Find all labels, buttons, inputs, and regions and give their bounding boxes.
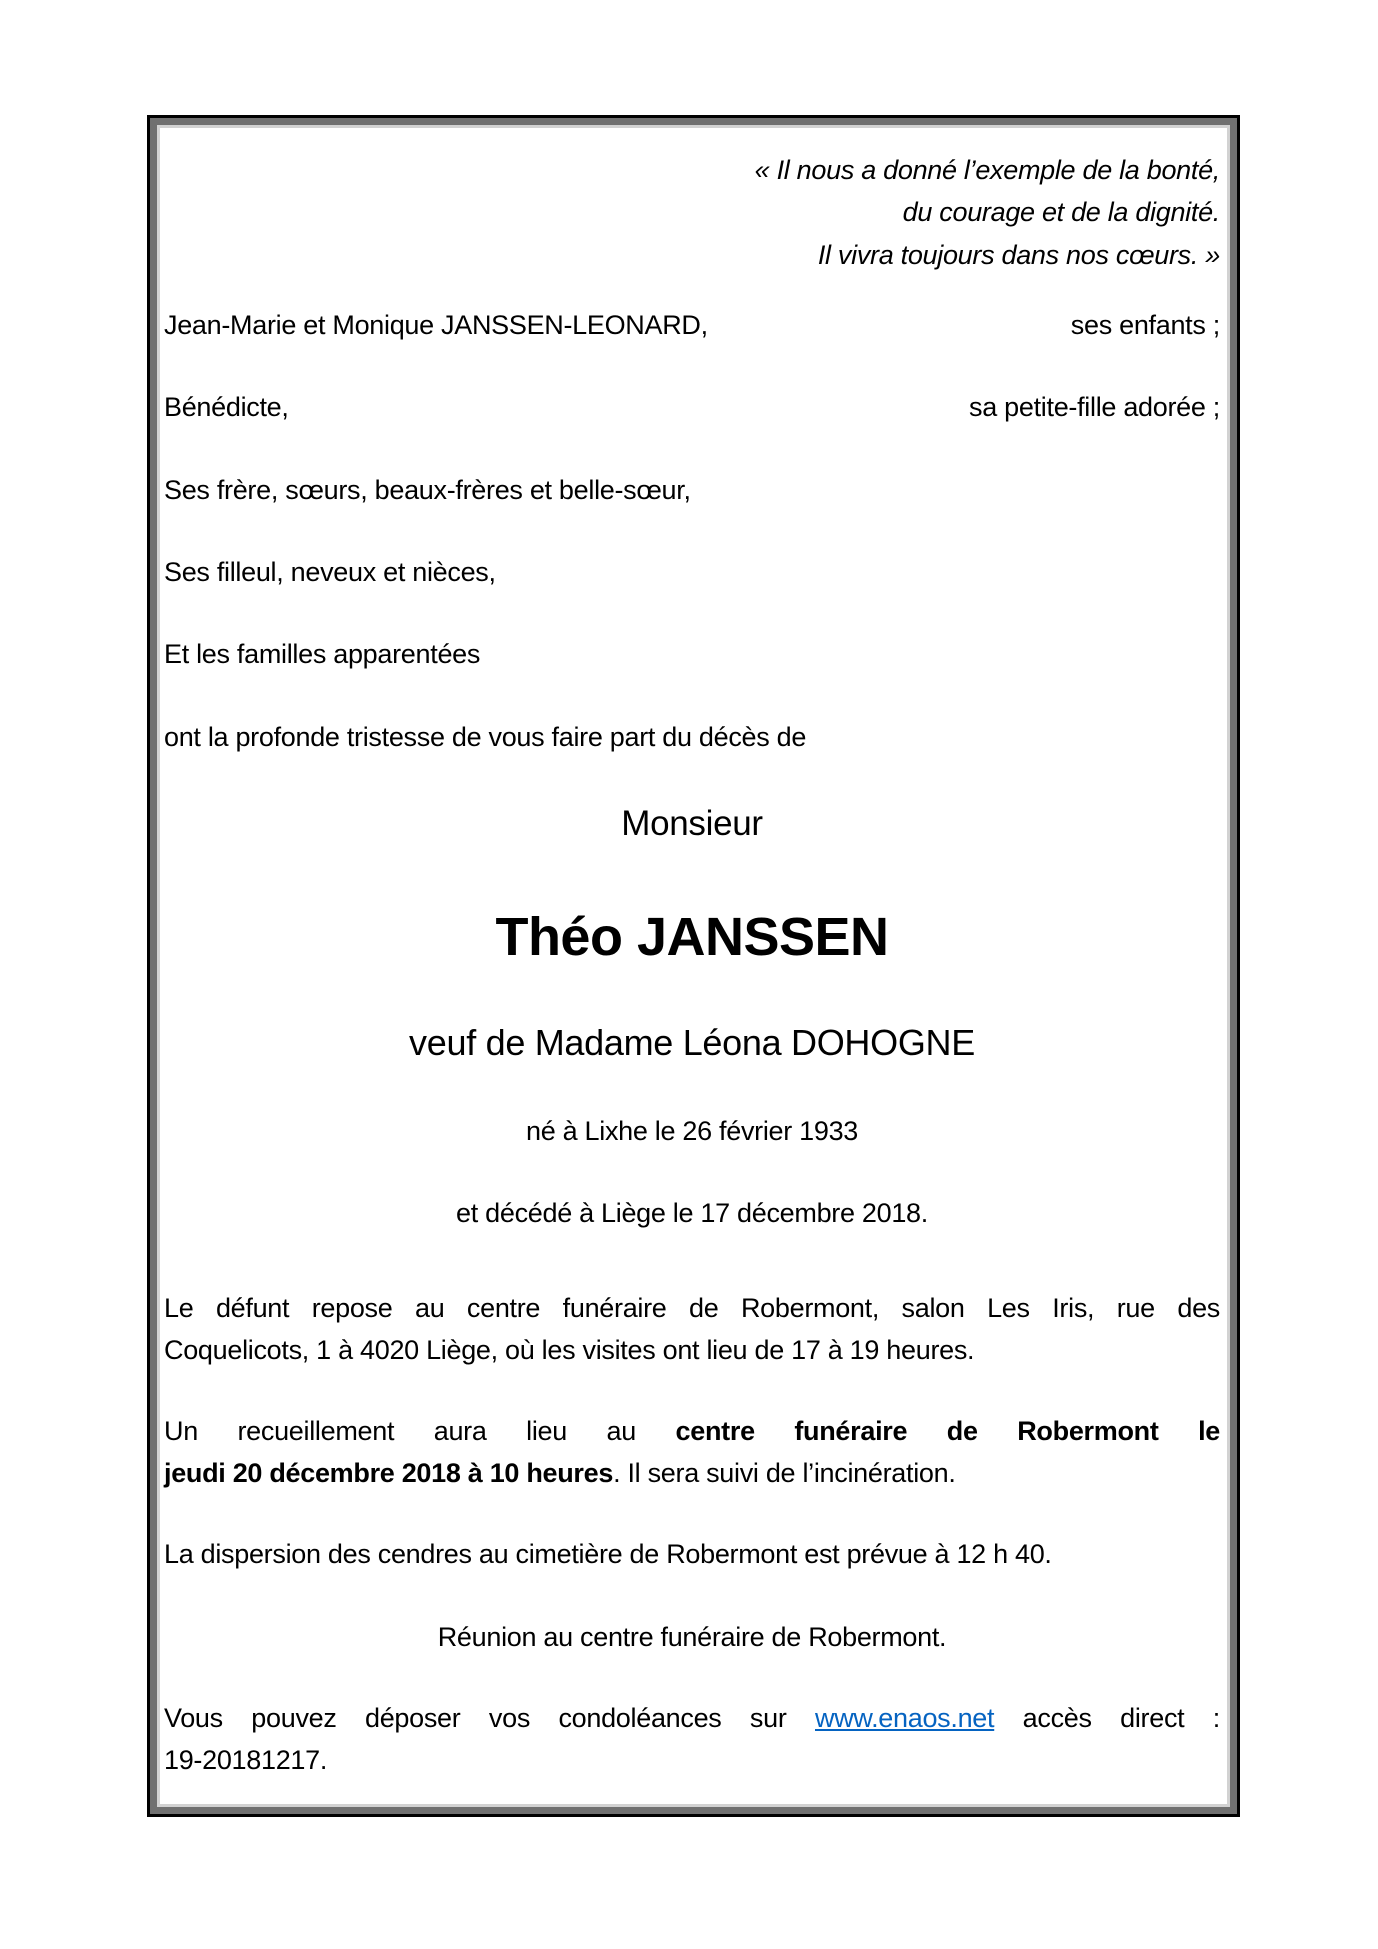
rest-line-1: Le défunt repose au centre funéraire de Robermont, salon Les Iris, rue des [164,1293,1220,1323]
deceased-title: Monsieur [621,804,763,843]
deceased-name: Théo JANSSEN [495,907,889,967]
family-row-granddaughter [164,390,1220,424]
ceremony-intro: Un recueillement aura lieu au [164,1416,636,1446]
ceremony-line-2 [164,1456,1220,1490]
quote-line-3: Il vivra toujours dans nos cœurs. » [817,240,1220,270]
family-name: Jean-Marie et Monique JANSSEN-LEONARD, [164,310,708,340]
relatives-siblings: Ses frère, sœurs, beaux-frères et belle-sœur, [164,475,691,505]
condolences-intro: Vous pouvez déposer vos condoléances sur [164,1703,787,1733]
quote-line-1: « Il nous a donné l’exemple de la bonté, [754,155,1220,185]
family-relation: ses enfants ; [1070,310,1220,340]
ceremony-note: . Il sera suivi de l’incinération. [613,1458,956,1488]
family-relation: sa petite-fille adorée ; [969,392,1220,422]
announcement-text: ont la profonde tristesse de vous faire part du décès de [164,722,807,752]
deceased-death: et décédé à Liège le 17 décembre 2018. [456,1198,928,1228]
family-name: Bénédicte, [164,392,289,422]
relatives-families: Et les familles apparentées [164,639,481,669]
condolences-code: 19-20181217. [164,1745,328,1775]
reunion-text: Réunion au centre funéraire de Robermont. [437,1622,947,1652]
deceased-spouse: veuf de Madame Léona DOHOGNE [409,1022,975,1063]
ceremony-location: centre funéraire de Robermont le [675,1416,1221,1446]
relatives-godchildren: Ses filleul, neveux et nièces, [164,557,496,587]
rest-line-2: Coquelicots, 1 à 4020 Liège, où les visites ont lieu de 17 à 19 heures. [164,1335,975,1365]
condolences-access: accès direct : [1022,1703,1221,1733]
ceremony-datetime: jeudi 20 décembre 2018 à 10 heures [164,1458,614,1488]
quote-line-2: du courage et de la dignité. [902,197,1220,227]
condolences-link[interactable]: www.enaos.net [815,1703,995,1733]
deceased-birth: né à Lixhe le 26 février 1933 [525,1116,859,1146]
family-row-children [164,308,1220,342]
dispersion-text: La dispersion des cendres au cimetière de Robermont est prévue à 12 h 40. [164,1539,1052,1569]
ceremony-line-1 [164,1414,1220,1448]
condolences-line-1 [164,1701,1220,1735]
